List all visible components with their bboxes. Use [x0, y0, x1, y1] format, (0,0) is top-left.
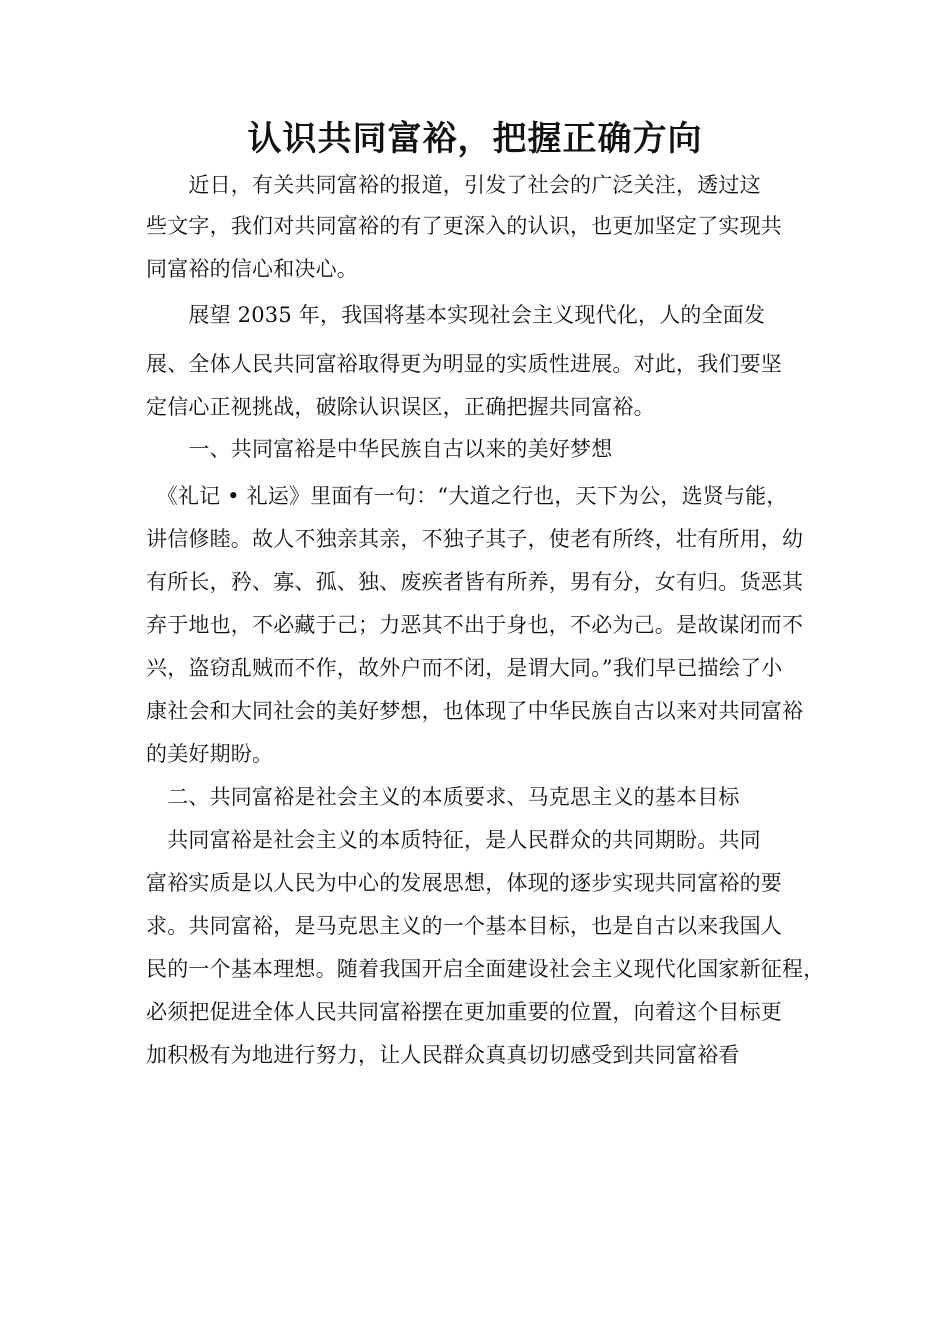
- document-title: 认识共同富裕，把握正确方向: [247, 119, 703, 159]
- body-line: 些文字，我们对共同富裕的有了更深入的认识，也更加坚定了实现共: [146, 214, 782, 238]
- body-line: 有所长，矜、寡、孤、独、废疾者皆有所养，男有分，女有归。货恶其: [146, 570, 804, 594]
- body-line: 同富裕的信心和决心。: [146, 257, 358, 281]
- body-line: 必须把促进全体人民共同富裕摆在更加重要的位置，向着这个目标更: [146, 1000, 782, 1024]
- body-line: 近日，有关共同富裕的报道，引发了社会的广泛关注，透过这: [146, 173, 761, 197]
- body-line: 弃于地也，不必藏于己；力恶其不出于身也，不必为己。是故谋闭而不: [146, 613, 804, 637]
- body-line: 展、全体人民共同富裕取得更为明显的实质性进展。对此，我们要坚: [146, 352, 782, 376]
- body-line: 加积极有为地进行努力，让人民群众真真切切感受到共同富裕看: [146, 1043, 740, 1067]
- body-line: 展望 2035 年，我国将基本实现社会主义现代化，人的全面发: [146, 303, 766, 327]
- body-line: 的美好期盼。: [146, 742, 274, 766]
- body-line: 《礼记 • 礼运》里面有一句：“大道之行也，天下为公，选贤与能，: [146, 484, 788, 508]
- body-line: 民的一个基本理想。随着我国开启全面建设社会主义现代化国家新征程，: [146, 957, 825, 981]
- body-line: 共同富裕是社会主义的本质特征，是人民群众的共同期盼。共同: [146, 828, 761, 852]
- section-heading: 一、共同富裕是中华民族自古以来的美好梦想: [146, 437, 613, 461]
- body-line: 讲信修睦。故人不独亲其亲，不独子其子，使老有所终，壮有所用，幼: [146, 527, 804, 551]
- body-line: 康社会和大同社会的美好梦想，也体现了中华民族自古以来对共同富裕: [146, 699, 804, 723]
- body-line: 定信心正视挑战，破除认识误区，正确把握共同富裕。: [146, 395, 655, 419]
- body-line: 求。共同富裕，是马克思主义的一个基本目标，也是自古以来我国人: [146, 914, 782, 938]
- body-line: 兴，盗窃乱贼而不作，故外户而不闭，是谓大同。”我们早已描绘了小: [146, 656, 783, 680]
- section-heading: 二、共同富裕是社会主义的本质要求、马克思主义的基本目标: [146, 785, 740, 809]
- body-line: 富裕实质是以人民为中心的发展思想，体现的逐步实现共同富裕的要: [146, 871, 782, 895]
